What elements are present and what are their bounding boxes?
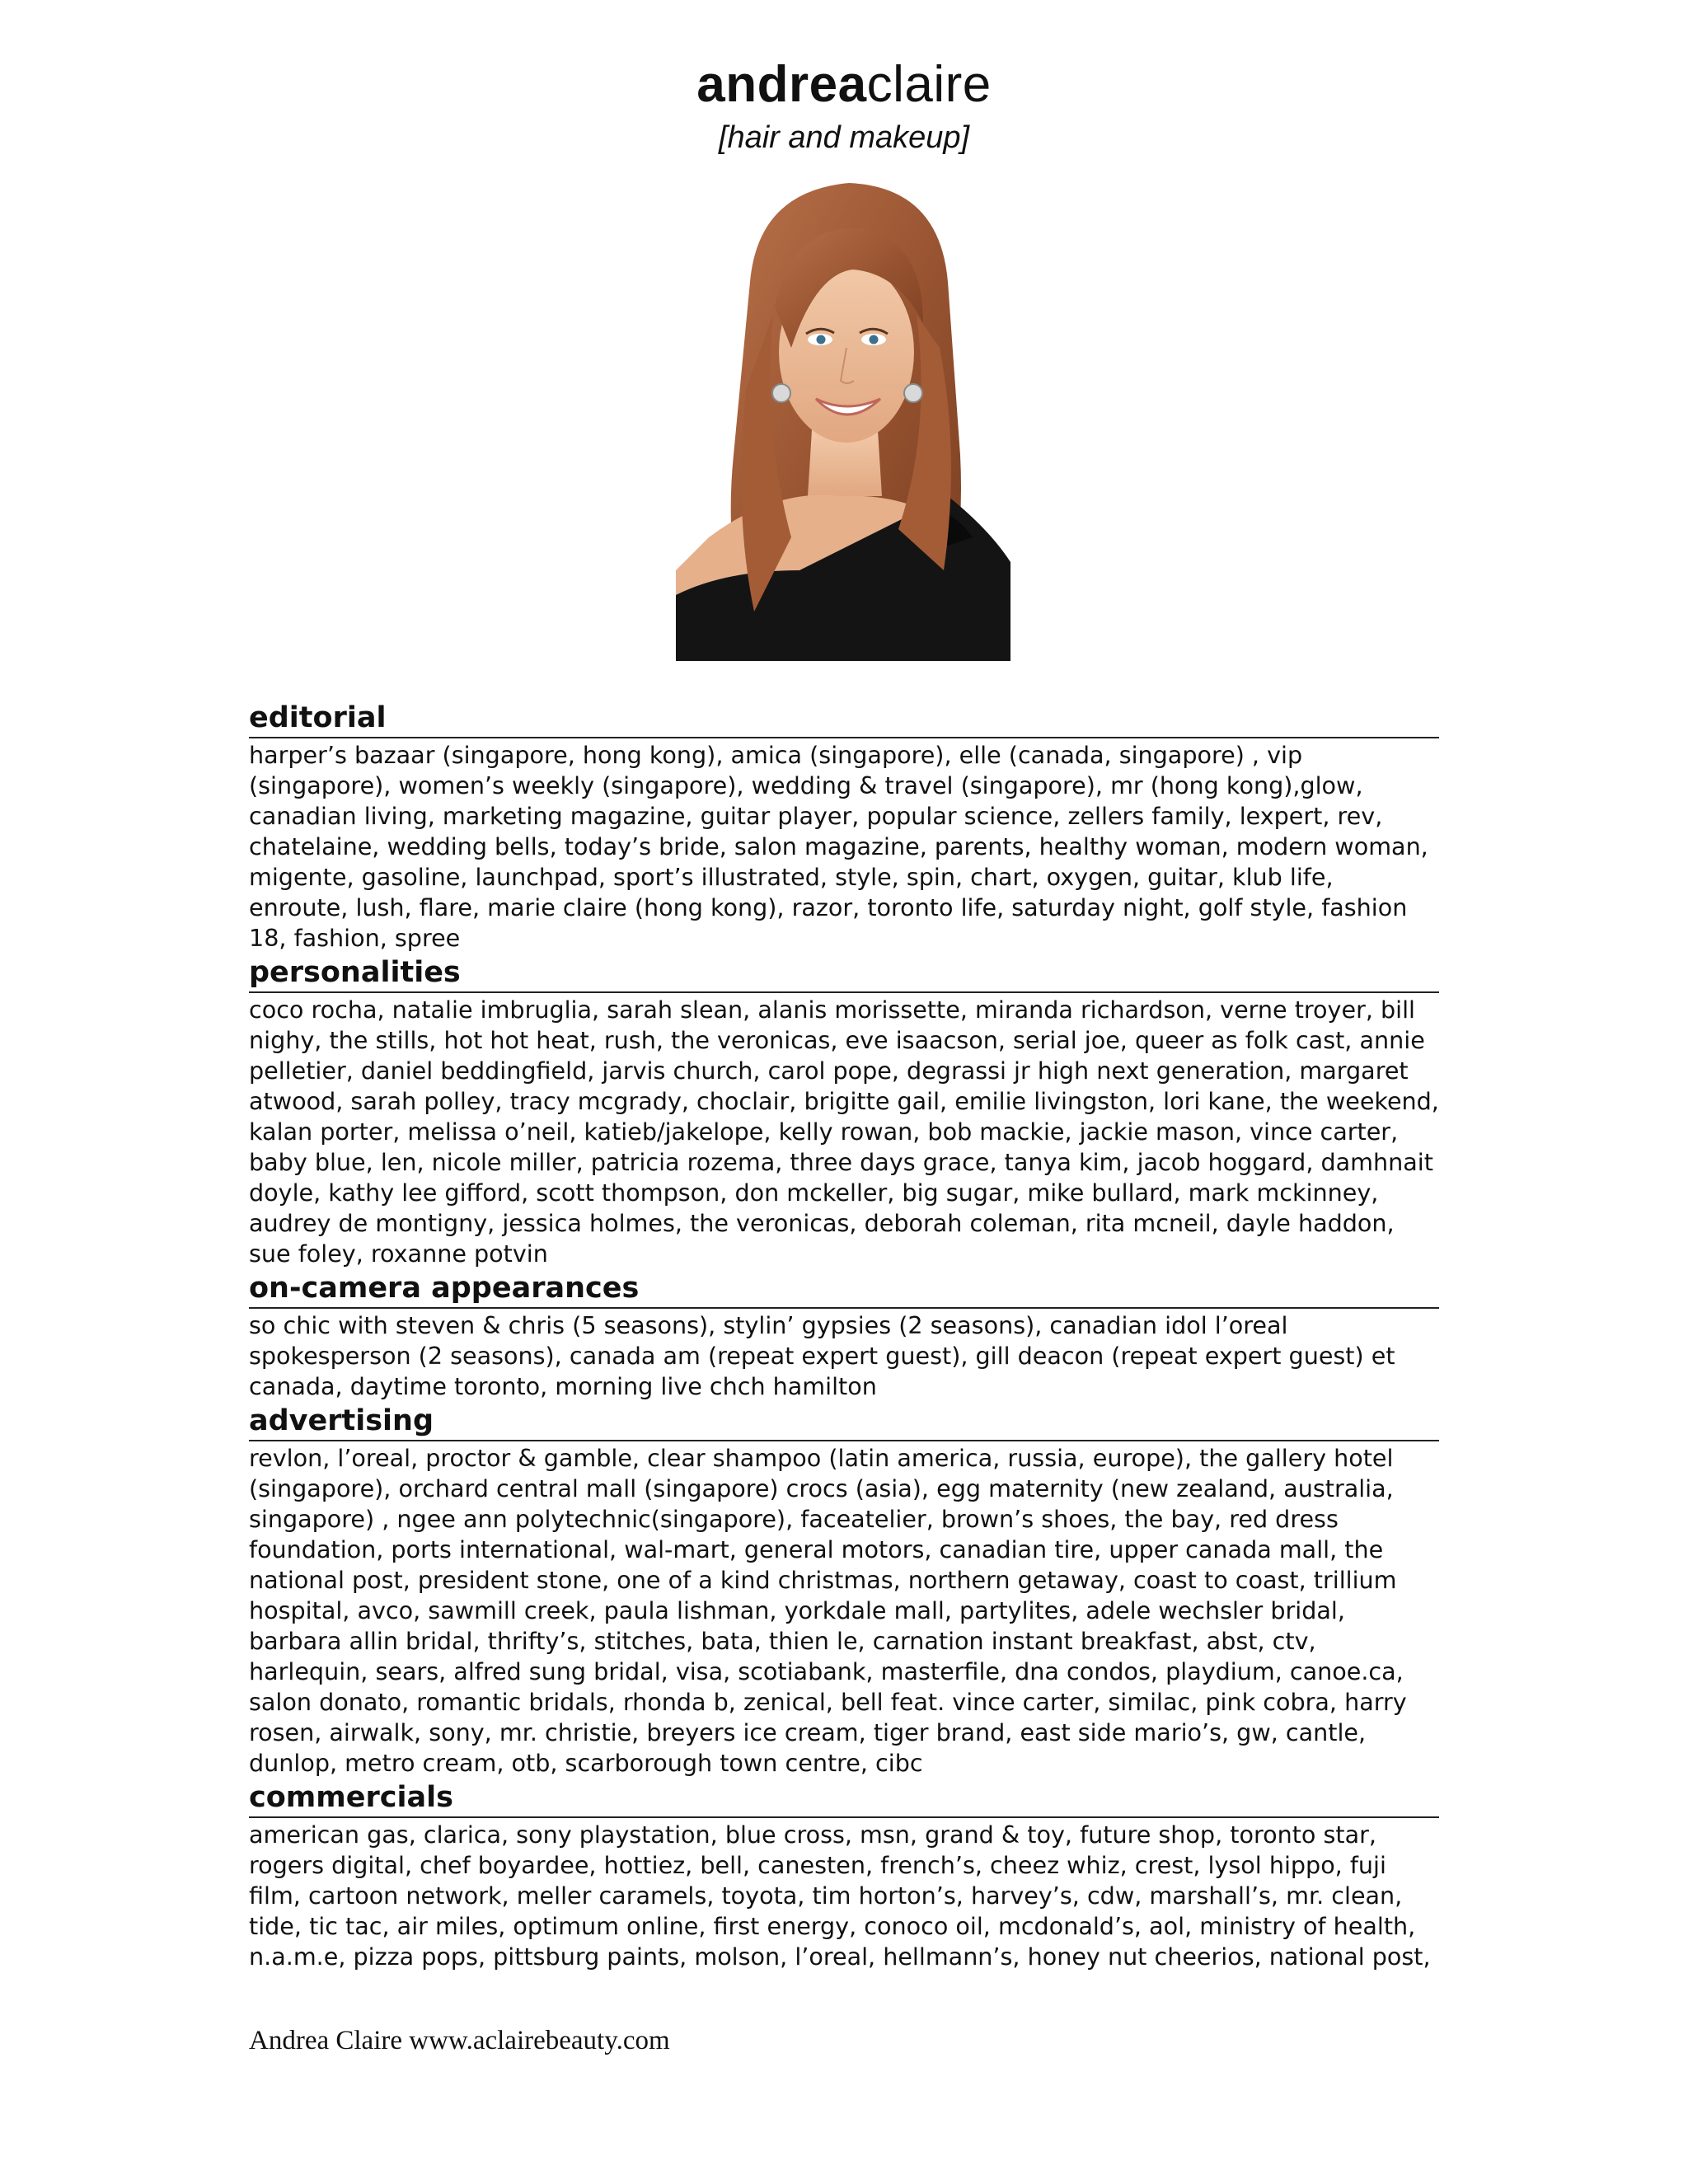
section-body: american gas, clarica, sony playstation, blue cross, msn, grand & toy, future shop, toronto star, rogers digital, chef boyardee, hottiez, bell, canesten, french’s, cheez whiz, crest, lysol hippo, fuji film, cartoon network, meller caramels, toyota, tim horton’s, harvey’s, cdw, marshall’s, mr. clean, tide, tic tac, air miles, optimum online, first energy, conoco oil, mcdonald’s, aol, ministry of health, n.a.m.e, pizza pops, pittsburg paints, molson, l’oreal, hellmann’s, honey nut cheerios, national post, [249, 1821, 1431, 1971]
section-title: advertising [249, 1404, 1439, 1441]
section-advertising [249, 1404, 1439, 1779]
section-on-camera-appearances [249, 1271, 1439, 1402]
section-body: harper’s bazaar (singapore, hong kong), amica (singapore), elle (canada, singapore) , vip (singapore), women’s weekly (singapore), wedding & travel (singapore), mr (hong kong),glow, canadian living, marketing magazine, guitar player, popular science, zellers family, lexpert, rev, chatelaine, wedding bells, today’s bride, salon magazine, parents, healthy woman, modern woman, migente, gasoline, launchpad, sport’s illustrated, style, spin, chart, oxygen, guitar, klub life, enroute, lush, flare, marie claire (hong kong), razor, toronto life, saturday night, golf style, fashion 18, fashion, spree [249, 741, 1428, 952]
section-body: so chic with steven & chris (5 seasons), stylin’ gypsies (2 seasons), canadian idol l’oreal spokesperson (2 seasons), canada am (repeat expert guest), gill deacon (repeat expert guest) et canada, daytime toronto, morning live chch hamilton [249, 1311, 1395, 1400]
brand-name-light: claire [866, 56, 992, 113]
section-editorial [249, 701, 1439, 954]
footer-contact: Andrea Claire www.aclairebeauty.com [249, 2026, 670, 2055]
section-title: editorial [249, 701, 1439, 738]
portrait-photo [676, 183, 1010, 661]
resume-content [249, 701, 1439, 1974]
section-title: personalities [249, 955, 1439, 993]
section-personalities [249, 955, 1439, 1269]
page-header [0, 54, 1688, 158]
brand-name [0, 54, 1688, 115]
brand-name-bold: andrea [696, 56, 867, 113]
section-title: on-camera appearances [249, 1271, 1439, 1309]
section-commercials [249, 1780, 1439, 1972]
tagline: [hair and makeup] [718, 120, 970, 155]
section-body: revlon, l’oreal, proctor & gamble, clear shampoo (latin america, russia, europe), the gallery hotel (singapore), orchard central mall (singapore) crocs (asia), egg maternity (new zealand, australia, singapore) , ngee ann polytechnic(singapore), faceatelier, brown’s shoes, the bay, red dress foundation, ports international, wal-mart, general motors, canadian tire, upper canada mall, the national post, president stone, one of a kind christmas, northern getaway, coast to coast, trillium hospital, avco, sawmill creek, paula lishman, yorkdale mall, partylites, adele wechsler bridal, barbara allin bridal, thrifty’s, stitches, bata, thien le, carnation instant breakfast, abst, ctv, harlequin, sears, alfred sung bridal, visa, scotiabank, masterfile, dna condos, playdium, canoe.ca, salon donato, romantic bridals, rhonda b, zenical, bell feat. vince carter, similac, pink cobra, harry rosen, airwalk, sony, mr. christie, breyers ice cream, tiger brand, east side mario’s, gw, cantle, dunlop, metro cream, otb, scarborough town centre, cibc [249, 1444, 1407, 1777]
section-body: coco rocha, natalie imbruglia, sarah slean, alanis morissette, miranda richardson, verne troyer, bill nighy, the stills, hot hot heat, rush, the veronicas, eve isaacson, serial joe, queer as folk cast, annie pelletier, daniel beddingfield, jarvis church, carol pope, degrassi jr high next generation, margaret atwood, sarah polley, tracy mcgrady, choclair, brigitte gail, emilie livingston, lori kane, the weekend, kalan porter, melissa o’neil, katieb/jakelope, kelly rowan, bob mackie, jackie mason, vince carter, baby blue, len, nicole miller, patricia rozema, three days grace, tanya kim, jacob hoggard, damhnait doyle, kathy lee gifford, scott thompson, don mckeller, big sugar, mike bullard, mark mckinney, audrey de montigny, jessica holmes, the veronicas, deborah coleman, rita mcneil, dayle haddon, sue foley, roxanne potvin [249, 996, 1439, 1268]
section-title: commercials [249, 1780, 1439, 1818]
